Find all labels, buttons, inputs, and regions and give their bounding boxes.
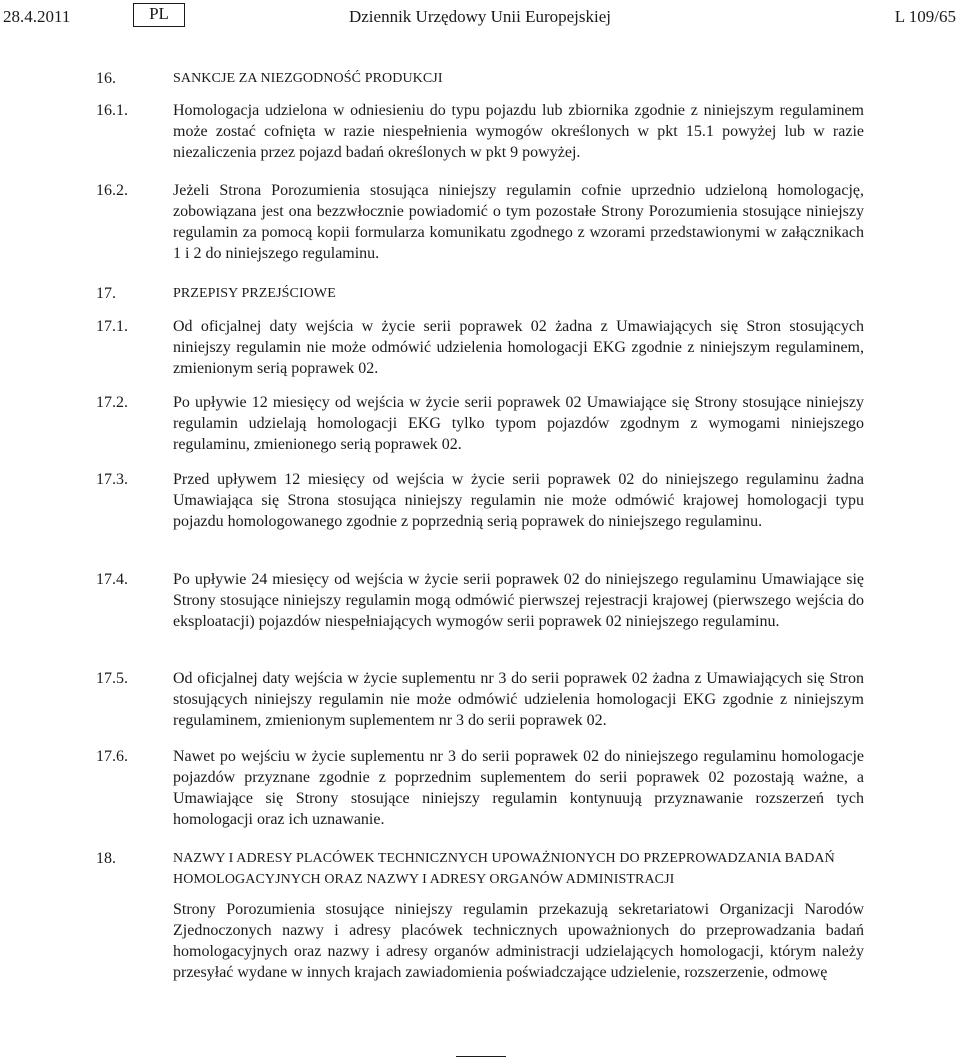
section-heading: SANKCJE ZA NIEZGODNOŚĆ PRODUKCJI [173, 71, 443, 86]
section-number: 18. [96, 850, 116, 867]
paragraph-17-6 [96, 746, 864, 830]
paragraph-number: 17.3. [96, 471, 128, 488]
paragraph-text: Przed upływem 12 miesięcy od wejścia w życie serii poprawek 02 do niniejszego regulaminu żadna Umawiająca się Strona stosująca niniejszy regulamin nie może odmówić krajowej homologacji typu pojazdu homologowanego zgodnie z poprzednią serią poprawek do niniejszego regulaminu. [173, 471, 864, 530]
paragraph-text: Nawet po wejściu w życie suplementu nr 3 do serii poprawek 02 do niniejszego regulaminu homologacje pojazdów przyznane zgodnie z poprzednim suplementem do serii poprawek 02 pozostają ważne, a Umawiające się Strony stosujące niniejszy regulamin kontynuują przyznawanie rozszerzeń tych homologacji oraz ich uznawanie. [173, 748, 864, 828]
paragraph-text: Jeżeli Strona Porozumienia stosująca niniejszy regulamin cofnie uprzednio udzieloną homologację, zobowiązana jest ona bezzwłocznie powiadomić o tym pozostałe Strony Porozumienia stosujące niniejszy regulamin za pomocą kopii formularza komunikatu zgodnego z wzorami przedstawionymi w załącznikach 1 i 2 do niniejszego regulaminu. [173, 182, 864, 262]
paragraph-number: 16.2. [96, 182, 128, 199]
section-18-heading [96, 848, 864, 890]
journal-title: Dziennik Urzędowy Unii Europejskiej [348, 7, 611, 26]
paragraph-text: Strony Porozumienia stosujące niniejszy regulamin przekazują sekretariatowi Organizacji Narodów Zjednoczonych nazwy i adresy placówek technicznych upoważnionych do przeprowadzania badań homologacyjnych oraz nazwy i adresy organów administracji udzielających homologacji, którym należy przesyłać wydane w innych krajach zawiadomienia poświadczające udzielenie, rozszerzenie, odmowę [173, 901, 864, 981]
paragraph-18-body [96, 899, 864, 983]
paragraph-number: 17.1. [96, 318, 128, 335]
paragraph-text: Od oficjalnej daty wejścia w życie suplementu nr 3 do serii poprawek 02 żadna z Umawiających się Stron stosujących niniejszy regulamin nie może odmówić udzielenia homologacji EKG zgodnie z niniejszym regulaminem, zmienionym suplementem nr 3 do serii poprawek 02. [173, 670, 864, 729]
paragraph-number: 17.4. [96, 571, 128, 588]
footer-rule [456, 1056, 506, 1057]
section-heading: NAZWY I ADRESY PLACÓWEK TECHNICZNYCH UPOWAŻNIONYCH DO PRZEPROWADZANIA BADAŃ HOMOLOGACYJNYCH ORAZ NAZWY I ADRESY ORGANÓW ADMINISTRACJI [173, 851, 835, 887]
paragraph-number: 16.1. [96, 102, 128, 119]
paragraph-text: Od oficjalnej daty wejścia w życie serii poprawek 02 żadna z Umawiających się Stron stosujących niniejszy regulamin nie może odmówić udzielenia homologacji EKG zgodnie z niniejszym regulaminem, zmienionym serią poprawek 02. [173, 318, 864, 377]
paragraph-17-1 [96, 316, 864, 379]
paragraph-16-1 [96, 100, 864, 163]
page-header [0, 6, 960, 30]
paragraph-number: 17.6. [96, 748, 128, 765]
paragraph-text: Homologacja udzielona w odniesieniu do typu pojazdu lub zbiornika zgodnie z niniejszym regulaminem może zostać cofnięta w razie niespełnienia wymogów określonych w pkt 15.1 powyżej lub w razie niezaliczenia przez pojazd badań określonych w pkt 9 powyżej. [173, 102, 864, 161]
section-number: 16. [96, 70, 116, 87]
paragraph-text: Po upływie 12 miesięcy od wejścia w życie serii poprawek 02 Umawiające się Strony stosujące niniejszy regulamin udzielają homologacji EKG tylko typom pojazdów zgodnym z wymogami niniejszego regulaminu, zmienionego serią poprawek 02. [173, 394, 864, 453]
paragraph-17-5 [96, 668, 864, 731]
language-badge: PL [133, 3, 185, 27]
section-16-heading [96, 68, 864, 89]
section-number: 17. [96, 285, 116, 302]
paragraph-16-2 [96, 180, 864, 264]
publication-date: 28.4.2011 [3, 7, 71, 26]
section-17-heading [96, 283, 864, 304]
paragraph-number: 17.5. [96, 670, 128, 687]
page-reference: L 109/65 [894, 7, 956, 26]
paragraph-text: Po upływie 24 miesięcy od wejścia w życie serii poprawek 02 do niniejszego regulaminu Umawiające się Strony stosujące niniejszy regulamin mogą odmówić pierwszej rejestracji krajowej (pierwszego wejścia do eksploatacji) pojazdów niespełniających wymogów serii poprawek 02 niniejszego regulaminu. [173, 571, 864, 630]
paragraph-17-2 [96, 392, 864, 455]
section-heading: PRZEPISY PRZEJŚCIOWE [173, 286, 336, 301]
paragraph-17-4 [96, 569, 864, 632]
paragraph-17-3 [96, 469, 864, 532]
paragraph-number: 17.2. [96, 394, 128, 411]
